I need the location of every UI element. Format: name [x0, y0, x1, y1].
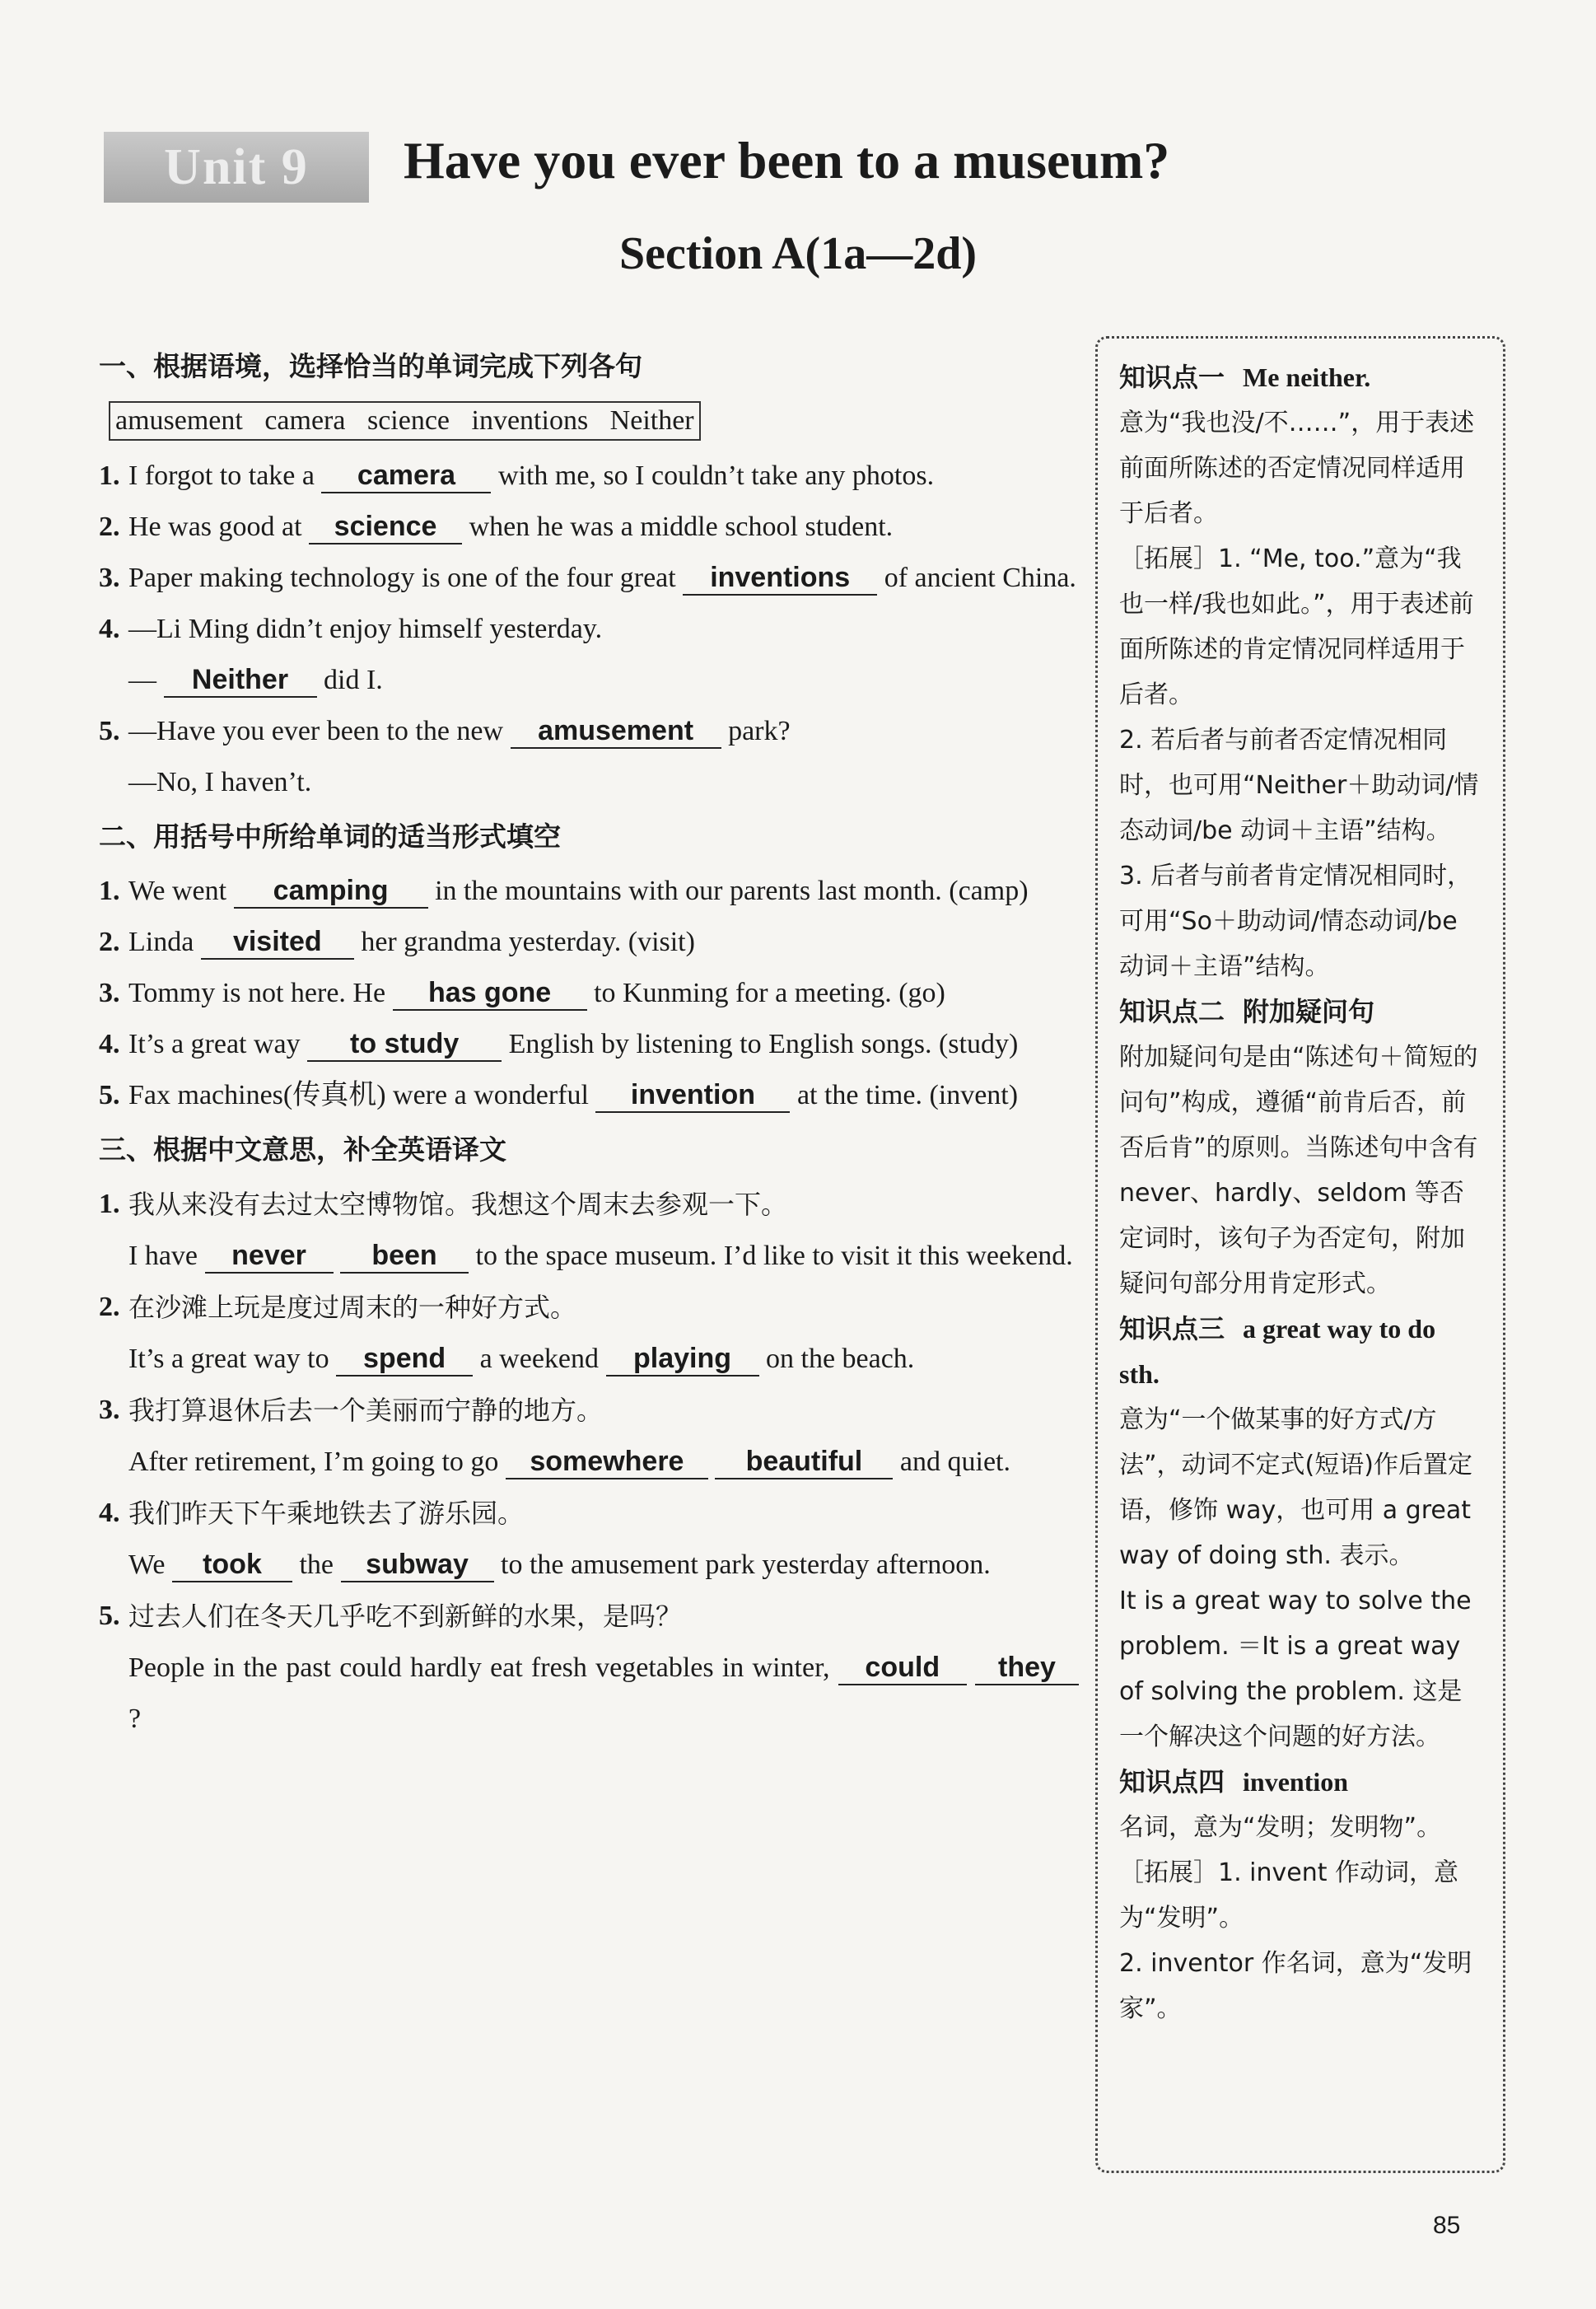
question-number: 2. [99, 512, 120, 542]
p3-question-1 [99, 1179, 1079, 1282]
answer-blank[interactable]: could [838, 1651, 967, 1685]
answer-blank[interactable]: camping [234, 874, 428, 909]
unit-badge: Unit 9 [104, 132, 369, 203]
kp-label: 知识点二 [1119, 996, 1225, 1027]
answer-blank[interactable]: they [975, 1651, 1079, 1685]
question-text: to the space museum. I’d like to visit it this weekend. [475, 1241, 1073, 1271]
question-number: 1. [99, 876, 120, 906]
question-text: —Have you ever been to the new [128, 716, 504, 746]
answer-blank[interactable]: subway [341, 1548, 494, 1582]
question-text: Linda [128, 927, 194, 957]
question-number: 5. [99, 716, 120, 746]
question-text: to the amusement park yesterday afternoon. [501, 1549, 991, 1580]
question-number: 5. [99, 1080, 120, 1110]
answer-blank[interactable]: has gone [393, 976, 587, 1011]
question-text: People in the past could hardly eat fresh vegetables in winter, [128, 1652, 830, 1683]
question-number: 4. [99, 1498, 120, 1528]
p2-question-5 [99, 1070, 1079, 1121]
question-number: 3. [99, 563, 120, 593]
question-number: 3. [99, 1395, 120, 1425]
p1-question-3 [99, 553, 1079, 604]
kp-text: 意为“我也没/不……”，用于表述前面所陈述的否定情况同样适用于后者。 [1119, 409, 1475, 528]
question-number: 1. [99, 1189, 120, 1219]
knowledge-sidebar [1095, 336, 1505, 2173]
p3-question-4 [99, 1488, 1079, 1591]
question-text: to Kunming for a meeting. (go) [594, 978, 945, 1008]
knowledge-point-2-title [1119, 989, 1482, 1035]
answer-blank[interactable]: been [340, 1239, 469, 1274]
question-text: on the beach. [766, 1344, 915, 1374]
kp-text: ［拓展］1. invent 作动词，意为“发明”。 [1119, 1858, 1459, 1933]
chinese-prompt: 我打算退休后去一个美丽而宁静的地方。 [128, 1395, 604, 1426]
kp-text: 附加疑问句是由“陈述句＋简短的问句”构成，遵循“前肯后否，前否后肯”的原则。当陈述句中含有 never、hardly、seldom 等否定词时，该句子为否定句，附加疑问句部分用肯定形式。 [1119, 1043, 1478, 1298]
answer-blank[interactable]: to study [307, 1027, 502, 1062]
kp-topic: Me neither. [1243, 362, 1371, 392]
kp-text: 2. inventor 作名词，意为“发明家”。 [1119, 1949, 1472, 2023]
word-bank: amusement camera science inventions Neither [109, 401, 701, 441]
question-text: in the mountains with our parents last month. (camp) [435, 876, 1029, 906]
answer-blank[interactable]: spend [336, 1342, 473, 1377]
p2-question-3 [99, 968, 1079, 1019]
question-number: 3. [99, 978, 120, 1008]
answer-blank[interactable]: took [172, 1548, 292, 1582]
kp-text: 3. 后者与前者肯定情况相同时，可用“So＋助动词/情态动词/be 动词＋主语”结构。 [1119, 862, 1472, 981]
kp-text: 2. 若后者与前者否定情况相同时，也可用“Neither＋助动词/情态动词/be 动词＋主语”结构。 [1119, 726, 1479, 845]
question-text: the [299, 1549, 334, 1580]
question-number: 4. [99, 1029, 120, 1059]
kp-label: 知识点四 [1119, 1766, 1225, 1797]
kp-text: ［拓展］1. “Me, too.”意为“我也一样/我也如此。”，用于表述前面所陈述的肯定情况同样适用于后者。 [1119, 545, 1474, 709]
knowledge-point-1-title [1119, 355, 1482, 400]
p3-question-2 [99, 1282, 1079, 1385]
kp-label: 知识点一 [1119, 362, 1225, 393]
kp-text: 意为“一个做某事的好方式/方法”，动词不定式(短语)作后置定语，修饰 way，也可用 a great way of doing sth. 表示。 [1119, 1405, 1472, 1570]
exercise-column [99, 338, 1079, 1745]
question-text: Tommy is not here. He [128, 978, 386, 1008]
question-text: I have [128, 1241, 198, 1271]
question-text: when he was a middle school student. [469, 512, 894, 542]
question-text: and quiet. [899, 1447, 1010, 1477]
answer-blank[interactable]: never [205, 1239, 334, 1274]
section-title: Section A(1a—2d) [619, 228, 977, 279]
question-text: with me, so I couldn’t take any photos. [497, 460, 935, 491]
answer-blank[interactable]: somewhere [506, 1445, 708, 1479]
question-text: park? [728, 716, 791, 746]
part1-heading: 一、根据语境，选择恰当的单词完成下列各句 [99, 350, 642, 382]
part2-heading: 二、用括号中所给单词的适当形式填空 [99, 820, 561, 853]
answer-blank[interactable]: Neither [164, 663, 317, 698]
kp-label: 知识点三 [1119, 1313, 1225, 1344]
page-number: 85 [1433, 2212, 1461, 2239]
question-text: Fax machines(传真机) were a wonderful [128, 1080, 589, 1110]
knowledge-point-3-title [1119, 1306, 1482, 1397]
answer-blank[interactable]: invention [595, 1078, 790, 1113]
answer-blank[interactable]: beautiful [715, 1445, 893, 1479]
question-text: her grandma yesterday. (visit) [361, 927, 695, 957]
question-number: 2. [99, 1292, 120, 1322]
question-text: It’s a great way [128, 1029, 301, 1059]
chinese-prompt: 我们昨天下午乘地铁去了游乐园。 [128, 1498, 525, 1529]
chinese-prompt: 过去人们在冬天几乎吃不到新鲜的水果，是吗？ [128, 1601, 683, 1632]
answer-blank[interactable]: science [309, 510, 462, 545]
question-text: Paper making technology is one of the four great [128, 563, 676, 593]
kp-topic: a great way to do sth. [1119, 1314, 1436, 1389]
question-text: of ancient China. [884, 563, 1076, 593]
p1-question-4 [99, 604, 1079, 706]
question-text: — [128, 665, 156, 695]
answer-blank[interactable]: inventions [683, 561, 877, 596]
question-number: 1. [99, 460, 120, 491]
question-text: I forgot to take a [128, 460, 315, 491]
question-text: After retirement, I’m going to go [128, 1447, 499, 1477]
question-number: 5. [99, 1601, 120, 1631]
p2-question-1 [99, 866, 1079, 917]
question-text: at the time. (invent) [796, 1080, 1019, 1110]
question-text: —Li Ming didn’t enjoy himself yesterday. [128, 614, 603, 644]
question-text: a weekend [479, 1344, 599, 1374]
p3-question-5 [99, 1591, 1079, 1745]
kp-topic: invention [1243, 1767, 1349, 1797]
question-text: He was good at [128, 512, 302, 542]
answer-blank[interactable]: visited [201, 925, 354, 960]
kp-text: 名词，意为“发明；发明物”。 [1119, 1813, 1442, 1842]
chinese-prompt: 我从来没有去过太空博物馆。我想这个周末去参观一下。 [128, 1189, 788, 1220]
p2-question-4 [99, 1019, 1079, 1070]
answer-blank[interactable]: playing [606, 1342, 759, 1377]
p1-question-1 [99, 451, 1079, 502]
chinese-prompt: 在沙滩上玩是度过周末的一种好方式。 [128, 1292, 577, 1323]
page-title: Have you ever been to a museum? [404, 131, 1170, 189]
question-number: 2. [99, 927, 120, 957]
answer-blank[interactable]: amusement [511, 714, 721, 749]
question-text: did I. [324, 665, 383, 695]
kp-text: It is a great way to solve the problem. ＝It is a great way of solving the problem. 这是一个解决这个问题的好方法。 [1119, 1587, 1472, 1751]
question-number: 4. [99, 614, 120, 644]
question-text: English by listening to English songs. (study) [508, 1029, 1019, 1059]
knowledge-point-4-title [1119, 1760, 1482, 1805]
p3-question-3 [99, 1385, 1079, 1488]
p1-question-5 [99, 706, 1079, 808]
answer-blank[interactable]: camera [321, 459, 491, 493]
p2-question-2 [99, 917, 1079, 968]
question-text: It’s a great way to [128, 1344, 329, 1374]
question-text: We went [128, 876, 227, 906]
question-text: —No, I haven’t. [128, 767, 312, 797]
p1-question-2 [99, 502, 1079, 553]
question-text: ? [128, 1704, 142, 1734]
kp-topic: 附加疑问句 [1243, 997, 1375, 1026]
part3-heading: 三、根据中文意思，补全英语译文 [99, 1133, 506, 1166]
question-text: We [128, 1549, 166, 1580]
